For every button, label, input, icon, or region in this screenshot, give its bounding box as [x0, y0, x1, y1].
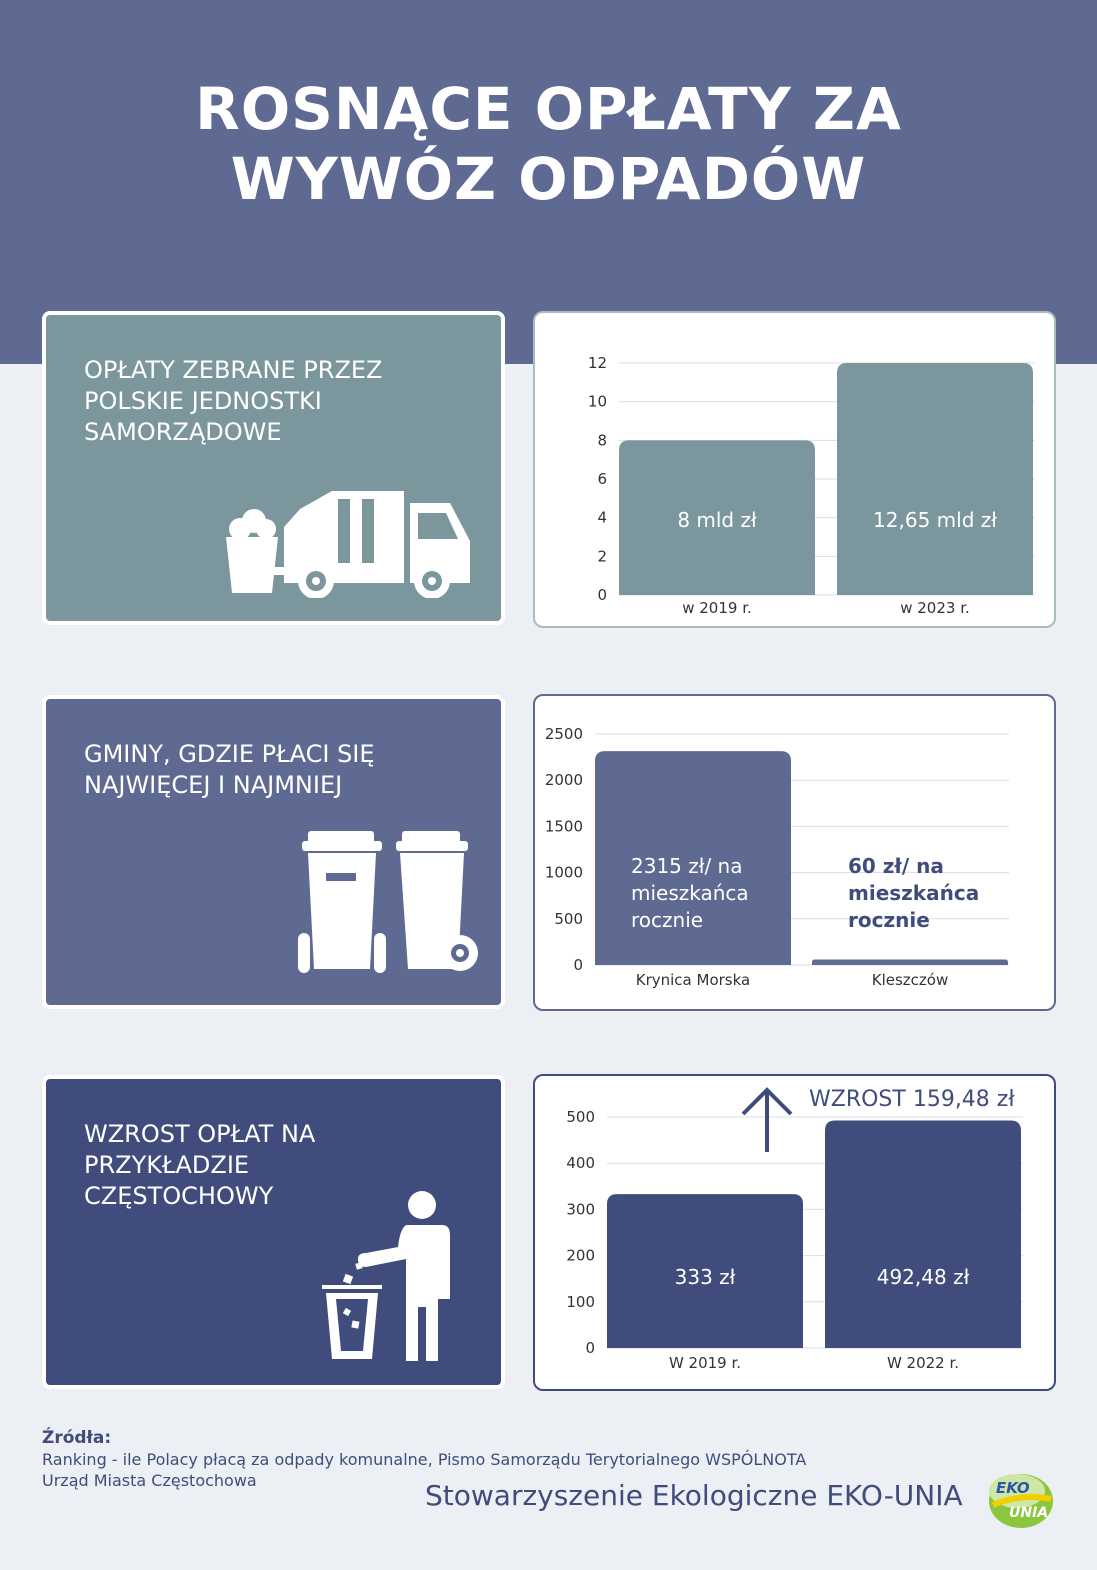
data-label: rocznie — [631, 908, 704, 932]
data-label: 333 zł — [674, 1265, 736, 1289]
y-tick-label: 0 — [573, 956, 583, 974]
y-tick-label: 2000 — [544, 771, 583, 790]
y-tick-label: 12 — [587, 354, 607, 372]
y-tick-label: 0 — [585, 1339, 595, 1357]
y-tick-label: 1500 — [544, 817, 583, 836]
waste-bins-icon — [296, 829, 486, 979]
y-tick-label: 8 — [597, 431, 607, 450]
y-tick-label: 10 — [587, 392, 607, 411]
page-title: ROSNĄCE OPŁATY ZA WYWÓZ ODPADÓW — [195, 75, 902, 213]
y-tick-label: 2500 — [544, 725, 583, 743]
increase-annotation: WZROST 159,48 zł — [809, 1087, 1015, 1112]
data-label: 60 zł/ na — [848, 854, 944, 878]
bar — [837, 363, 1033, 595]
y-tick-label: 100 — [566, 1292, 595, 1311]
y-tick-label: 300 — [566, 1200, 595, 1219]
y-tick-label: 500 — [554, 909, 583, 928]
data-label: 492,48 zł — [876, 1265, 970, 1289]
data-label: rocznie — [848, 908, 930, 932]
data-label: 2315 zł/ na — [631, 854, 743, 878]
panel-municipalities — [42, 695, 505, 1009]
arrow-up-icon — [743, 1090, 791, 1152]
y-tick-label: 1000 — [544, 863, 583, 882]
sources: Źródła: Ranking - ile Polacy płacą za odpady komunalne, Pismo Samorządu Terytorialnego WSPÓLNOTA Urząd Miasta Częstochowa — [42, 1428, 807, 1490]
organization-name: Stowarzyszenie Ekologiczne EKO-UNIA — [425, 1479, 963, 1512]
bar — [812, 959, 1008, 965]
bar-chart-fees-collected — [535, 313, 1054, 626]
bar-chart-municipalities — [535, 696, 1054, 1009]
data-label: mieszkańca — [848, 881, 980, 905]
y-tick-label: 2 — [597, 547, 607, 566]
chart-municipalities — [533, 694, 1056, 1011]
y-tick-label: 6 — [597, 470, 607, 488]
bar — [825, 1120, 1021, 1348]
x-category-label: Kleszczów — [871, 971, 949, 989]
panel-label: GMINY, GDZIE PŁACI SIĘ NAJWIĘCEJ I NAJMNIEJ — [84, 740, 375, 799]
svg-text:EKO: EKO — [996, 1479, 1030, 1497]
data-label: mieszkańca — [631, 881, 749, 905]
chart-czestochowa — [533, 1074, 1056, 1391]
y-tick-label: 500 — [566, 1108, 595, 1126]
svg-text:UNIA: UNIA — [1009, 1505, 1049, 1521]
x-category-label: W 2019 r. — [668, 1354, 742, 1372]
y-tick-label: 4 — [597, 508, 607, 527]
x-category-label: w 2023 r. — [900, 599, 970, 617]
panel-label: WZROST OPŁAT NA PRZYKŁADZIE CZĘSTOCHOWY — [84, 1120, 316, 1210]
x-category-label: w 2019 r. — [682, 599, 752, 617]
bar-chart-czestochowa — [535, 1076, 1054, 1389]
x-category-label: Krynica Morska — [635, 971, 751, 989]
data-label: 8 mld zł — [677, 508, 757, 532]
y-tick-label: 0 — [597, 586, 607, 604]
eko-unia-logo — [987, 1469, 1055, 1529]
garbage-truck-icon — [222, 483, 472, 598]
person-throwing-trash-icon — [318, 1189, 468, 1364]
x-category-label: W 2022 r. — [886, 1354, 960, 1372]
panel-fees-collected — [42, 311, 505, 625]
y-tick-label: 400 — [566, 1154, 595, 1173]
y-tick-label: 200 — [566, 1246, 595, 1265]
panel-czestochowa — [42, 1075, 505, 1389]
data-label: 12,65 mld zł — [873, 508, 997, 532]
chart-fees-collected — [533, 311, 1056, 628]
panel-label: OPŁATY ZEBRANE PRZEZ POLSKIE JEDNOSTKI SAMORZĄDOWE — [84, 356, 383, 446]
